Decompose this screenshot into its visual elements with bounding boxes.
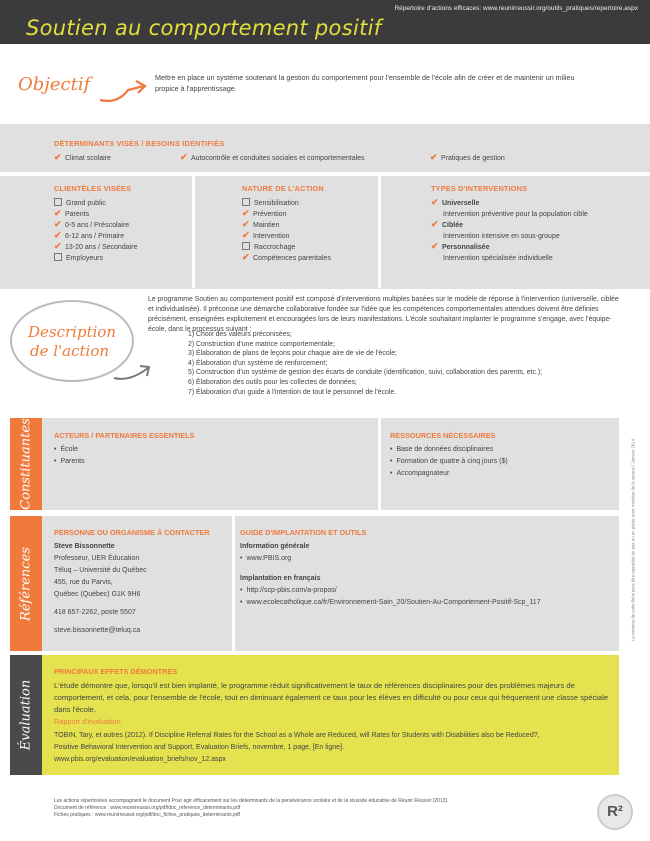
clienteles-title: CLIENTÈLES VISÉES <box>54 184 132 193</box>
checkmark-icon: ✔ <box>242 252 250 262</box>
list-item: • École <box>54 444 85 456</box>
type-desc: Intervention spécialisée individuelle <box>443 255 553 262</box>
checkmark-icon: ✔ <box>431 241 439 251</box>
description-label: de l'action <box>30 342 110 360</box>
impl-link[interactable]: • www.ecolecatholique.ca/fr/Environnement-Sain_20/Soutien-Au-Comportement-Positif-Scp_117 <box>240 597 610 609</box>
report-line: Positive Behavioral Intervention and Support, Evaluation Briefs, novembre, 1 page, [En ligne]. <box>54 744 344 751</box>
guide-block <box>240 541 610 609</box>
type-item: ✔ Personnalisée <box>431 241 490 251</box>
arrow-right-icon <box>98 78 150 106</box>
nature-item: Raccrochage <box>242 242 331 253</box>
nature-title: NATURE DE L'ACTION <box>242 184 324 193</box>
checkmark-icon: ✔ <box>180 152 188 162</box>
impl-label: Implantation en français <box>240 575 321 582</box>
checkmark-icon: ✔ <box>431 197 439 207</box>
checkmark-icon: ✔ <box>431 219 439 229</box>
band-divider <box>0 172 650 176</box>
contact-line: Téluq – Université du Québec <box>54 567 147 574</box>
clientele-item: ✔ 13-20 ans / Secondaire <box>54 241 138 251</box>
nature-item: ✔ Intervention <box>242 230 290 240</box>
checkbox-empty-icon <box>54 253 62 261</box>
step-item: 6) Élaboration des outils pour les collectes de données; <box>188 378 357 386</box>
constituantes-side-label: Constituantes <box>10 418 42 510</box>
type-desc: Intervention intensive en sous-groupe <box>443 233 560 240</box>
description-steps <box>188 330 588 397</box>
objective-text: Mettre en place un système soutenant la gestion du comportement pour l'ensemble de l'école afin de créer et de maintenir un milieu propice à l'apprentissage. <box>155 73 575 93</box>
contact-title: PERSONNE OU ORGANISME À CONTACTER <box>54 528 210 537</box>
reunir-reussir-logo: R² <box>597 794 633 830</box>
list-item: • Formation de quatre à cinq jours ($) <box>390 456 508 468</box>
determinant-item: ✔ Autocontrôle et conduites sociales et comportementales <box>180 152 365 162</box>
step-item: 5) Construction d'un système de gestion des écarts de conduite (identification, suivi, collaboration des parents, etc.); <box>188 369 543 377</box>
checkmark-icon: ✔ <box>54 241 62 251</box>
guide-title: GUIDE D'IMPLANTATION ET OUTILS <box>240 528 367 537</box>
column-divider <box>192 176 195 288</box>
nature-item: ✔ Compétences parentales <box>242 252 331 262</box>
footer-line: Les actions répertoriées accompagnent le document Pour agir efficacement sur les déterminants de la persévérance scolaire et de la réussite éducative de Réunir Réussir (2013). <box>54 798 449 804</box>
footer <box>54 798 504 818</box>
clientele-item: ✔ 6-12 ans / Primaire <box>54 230 125 240</box>
footer-line[interactable]: Fiches pratiques : www.reunirreussir.org/pdf/doc_fiches_pratiques_determinants.pdf <box>54 811 240 818</box>
column-divider <box>232 516 235 651</box>
list-item: • Base de données disciplinaires <box>390 444 508 456</box>
clientele-item: Employeurs <box>54 253 137 264</box>
types-list <box>431 198 588 264</box>
report-link[interactable]: www.pbis.org/evaluation/evaluation_briefs/nov_12.aspx <box>54 756 226 763</box>
info-link[interactable]: • www.PBIS.org <box>240 553 610 565</box>
acteurs-title: ACTEURS / PARTENAIRES ESSENTIELS <box>54 431 195 440</box>
checkmark-icon: ✔ <box>430 152 438 162</box>
description-text: Le programme Soutien au comportement positif est composé d'interventions multiples basées sur le modèle de réponse à l'intervention (universelle, ciblée et individualisée). Il préconise une démarche collaborative fondée sur l'idée que les compétences comportementales attendues doivent être définies précisément, enseignées explicitement et encouragées lors de leurs manifestations. L'école souhaitant implanter le programme s'engage, avec l'équipe-école, dans le processus suivant : <box>148 296 619 333</box>
types-title: TYPES D'INTERVENTIONS <box>431 184 528 193</box>
column-divider <box>378 176 381 288</box>
determinant-item: ✔ Climat scolaire <box>54 152 111 162</box>
step-item: 2) Construction d'une matrice comportementale; <box>188 340 335 348</box>
contact-block <box>54 541 229 637</box>
step-item: 1) Choix des valeurs préconisées; <box>188 331 292 338</box>
type-desc: Intervention préventive pour la population cible <box>443 211 588 218</box>
page-title: Soutien au comportement positif <box>26 16 382 40</box>
contact-name: Steve Bissonnette <box>54 543 115 550</box>
type-item: ✔ Universelle <box>431 197 480 207</box>
ressources-list <box>390 444 508 480</box>
checkmark-icon: ✔ <box>54 208 62 218</box>
contact-line: Québec (Québec) G1K 9H6 <box>54 591 141 598</box>
contact-line: 455, rue du Parvis, <box>54 579 113 586</box>
clientele-item: Grand public <box>54 198 137 209</box>
report-title: Rapport d'évaluation <box>54 717 121 726</box>
footer-line[interactable]: Document de référence : www.reunirreussir.org/pdf/doc_reference_determinants.pdf <box>54 804 241 811</box>
impl-link[interactable]: • http://scp-pbis.com/a-propos/ <box>240 585 610 597</box>
nature-item: Sensibilisation <box>242 198 331 209</box>
header-url[interactable]: Répertoire d'actions efficaces: www.reunirreussir.org/outils_pratiques/repertoire.aspx <box>394 5 638 12</box>
list-item: • Parents <box>54 456 85 468</box>
checkbox-empty-icon <box>242 198 250 206</box>
contact-line: Professeur, UER Éducation <box>54 555 140 562</box>
description-label: Description <box>28 323 117 341</box>
report-line: TOBIN, Tary, et autres (2012). If Discipline Referral Rates for the School as a Whole are Reduced, will Rates for Students with Disabilities also be Reduced?, <box>54 732 540 739</box>
step-item: 7) Élaboration d'un guide à l'intention de tout le personnel de l'école. <box>188 388 397 396</box>
report-block <box>54 730 614 766</box>
clienteles-list <box>54 198 137 264</box>
checkbox-empty-icon <box>54 198 62 206</box>
step-item: 3) Élaboration de plans de leçons pour chaque aire de vie de l'école; <box>188 350 397 358</box>
checkmark-icon: ✔ <box>54 230 62 240</box>
checkmark-icon: ✔ <box>242 208 250 218</box>
copyright-note: Le contenu de cette fiche peut être reproduit en tout ou en partie avec mention de la source / Janvier 2014 <box>630 438 636 642</box>
acteurs-list <box>54 444 85 468</box>
header-bar <box>0 0 650 44</box>
objective-label: Objectif <box>18 74 91 95</box>
evaluation-side-label: Évaluation <box>10 655 42 775</box>
ressources-title: RESSOURCES NÉCESSAIRES <box>390 431 496 440</box>
column-divider <box>378 418 381 510</box>
determinant-item: ✔ Pratiques de gestion <box>430 152 505 162</box>
list-item: • Accompagnateur <box>390 468 508 480</box>
checkmark-icon: ✔ <box>54 219 62 229</box>
nature-list <box>242 198 331 264</box>
clientele-item: ✔ 0-5 ans / Préscolaire <box>54 219 130 229</box>
effects-title: PRINCIPAUX EFFETS DÉMONTRÉS <box>54 667 178 676</box>
checkmark-icon: ✔ <box>242 230 250 240</box>
effects-text: L'étude démontre que, lorsqu'il est bien implanté, le programme réduit significativement le taux de références disciplinaires pour des problèmes majeurs de comportement, et cela, pour l'ensemble de l'école, tout en diminuant également ce taux pour les élèves en difficulté ou pour ceux qui fréquentent une classe spéciale dans l'école. <box>54 681 609 714</box>
contact-email[interactable]: steve.bissonnette@teluq.ca <box>54 627 141 634</box>
nature-item: ✔ Prévention <box>242 208 287 218</box>
info-label: Information générale <box>240 543 310 550</box>
contact-phone: 418 657-2262, poste 5507 <box>54 609 136 616</box>
checkmark-icon: ✔ <box>242 219 250 229</box>
checkmark-icon: ✔ <box>54 152 62 162</box>
type-item: ✔ Ciblée <box>431 219 464 229</box>
references-side-label: Références <box>10 516 42 651</box>
arrow-right-icon <box>112 360 158 384</box>
nature-item: ✔ Maintien <box>242 219 280 229</box>
determinants-title: DÉTERMINANTS VISÉS / BESOINS IDENTIFIÉS <box>54 139 225 148</box>
checkbox-empty-icon <box>242 242 250 250</box>
step-item: 4) Élaboration d'un système de renforcement; <box>188 359 328 367</box>
clientele-item: ✔ Parents <box>54 208 90 218</box>
